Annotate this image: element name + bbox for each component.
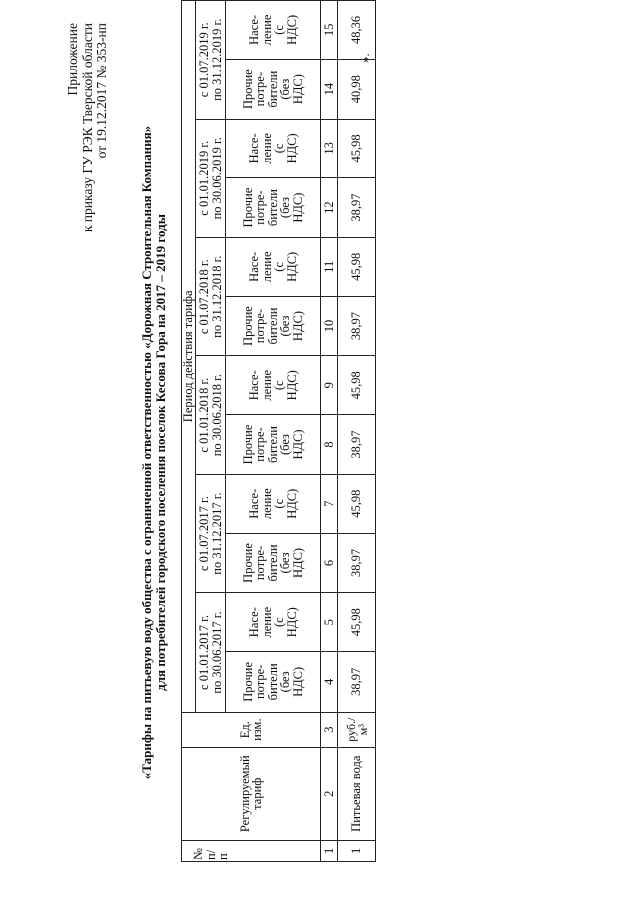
appendix-header bbox=[66, 23, 110, 345]
population-header: Насе- ление (с НДС) bbox=[226, 593, 321, 652]
period-range: с 01.01.2018 г. по 30.06.2018 г. bbox=[196, 356, 226, 474]
population-header: Насе- ление (с НДС) bbox=[226, 237, 321, 296]
column-number: 12 bbox=[321, 178, 338, 238]
population-header: Насе- ление (с НДС) bbox=[226, 119, 321, 178]
tariff-value: 48,36 bbox=[338, 1, 376, 60]
column-number: 13 bbox=[321, 119, 338, 178]
tariff-value: 38,97 bbox=[338, 533, 376, 593]
header-regulated-tariff: Регулируемый тариф bbox=[182, 747, 321, 840]
column-number: 15 bbox=[321, 1, 338, 60]
other-consumers-header: Прочие потре- бители (без НДС) bbox=[226, 296, 321, 356]
tariff-value: 38,97 bbox=[338, 178, 376, 238]
population-header: Насе- ление (с НДС) bbox=[226, 474, 321, 533]
period-range: с 01.07.2018 г. по 31.12.2018 г. bbox=[196, 237, 226, 355]
column-number: 11 bbox=[321, 237, 338, 296]
period-range: с 01.01.2019 г. по 30.06.2019 г. bbox=[196, 119, 226, 237]
tariff-table bbox=[181, 0, 376, 862]
header-unit: Ед. изм. bbox=[182, 712, 321, 747]
other-consumers-header: Прочие потре- бители (без НДС) bbox=[226, 415, 321, 475]
column-number: 14 bbox=[321, 59, 338, 119]
title-line-2: для потребителей городского поселения поселок Кесова Гора на 2017 – 2019 годы bbox=[153, 214, 168, 691]
period-range: с 01.07.2017 г. по 31.12.2017 г. bbox=[196, 474, 226, 592]
population-header: Насе- ление (с НДС) bbox=[226, 1, 321, 60]
header-tariff-period: Период действия тарифа bbox=[182, 1, 196, 713]
column-number: 1 bbox=[321, 840, 338, 861]
column-number: 4 bbox=[321, 652, 338, 713]
order-reference: к приказу ГУ РЭК Тверской области bbox=[79, 23, 95, 233]
closing-quote: ». bbox=[357, 53, 372, 63]
column-number: 9 bbox=[321, 356, 338, 415]
other-consumers-header: Прочие потре- бители (без НДС) bbox=[226, 59, 321, 119]
column-number: 3 bbox=[321, 712, 338, 747]
title-line-1: «Тарифы на питьевую воду общества с ограниченной ответственностью «Дорожная Строительная Компания» bbox=[139, 125, 154, 780]
column-number: 6 bbox=[321, 533, 338, 593]
population-header: Насе- ление (с НДС) bbox=[226, 356, 321, 415]
table-row bbox=[338, 1, 376, 862]
column-number: 8 bbox=[321, 415, 338, 475]
period-header-row bbox=[182, 1, 196, 862]
tariff-name: Питьевая вода bbox=[338, 747, 376, 840]
tariff-value: 38,97 bbox=[338, 652, 376, 713]
order-date-number: от 19.12.2017 № 353-нп bbox=[94, 23, 109, 159]
document-title bbox=[140, 20, 168, 885]
tariff-value: 45,98 bbox=[338, 474, 376, 533]
tariff-value: 38,97 bbox=[338, 296, 376, 356]
tariff-value: 45,98 bbox=[338, 119, 376, 178]
header-row-number: № п/ п bbox=[182, 840, 321, 861]
column-number: 2 bbox=[321, 747, 338, 840]
other-consumers-header: Прочие потре- бители (без НДС) bbox=[226, 178, 321, 238]
row-number: 1 bbox=[338, 840, 376, 861]
other-consumers-header: Прочие потре- бители (без НДС) bbox=[226, 533, 321, 593]
tariff-value: 45,98 bbox=[338, 237, 376, 296]
tariff-value: 45,98 bbox=[338, 356, 376, 415]
column-number: 7 bbox=[321, 474, 338, 533]
tariff-unit: руб./м³ bbox=[338, 712, 376, 747]
period-range: с 01.07.2019 г. по 31.12.2019 г. bbox=[196, 1, 226, 120]
period-range: с 01.01.2017 г. по 30.06.2017 г. bbox=[196, 593, 226, 712]
appendix-label: Приложение bbox=[65, 23, 80, 96]
column-number: 5 bbox=[321, 593, 338, 652]
column-number: 10 bbox=[321, 296, 338, 356]
column-number-row bbox=[321, 1, 338, 862]
tariff-value: 45,98 bbox=[338, 593, 376, 652]
other-consumers-header: Прочие потре- бители (без НДС) bbox=[226, 652, 321, 713]
tariff-value: 40,98 bbox=[338, 59, 376, 119]
tariff-value: 38,97 bbox=[338, 415, 376, 475]
